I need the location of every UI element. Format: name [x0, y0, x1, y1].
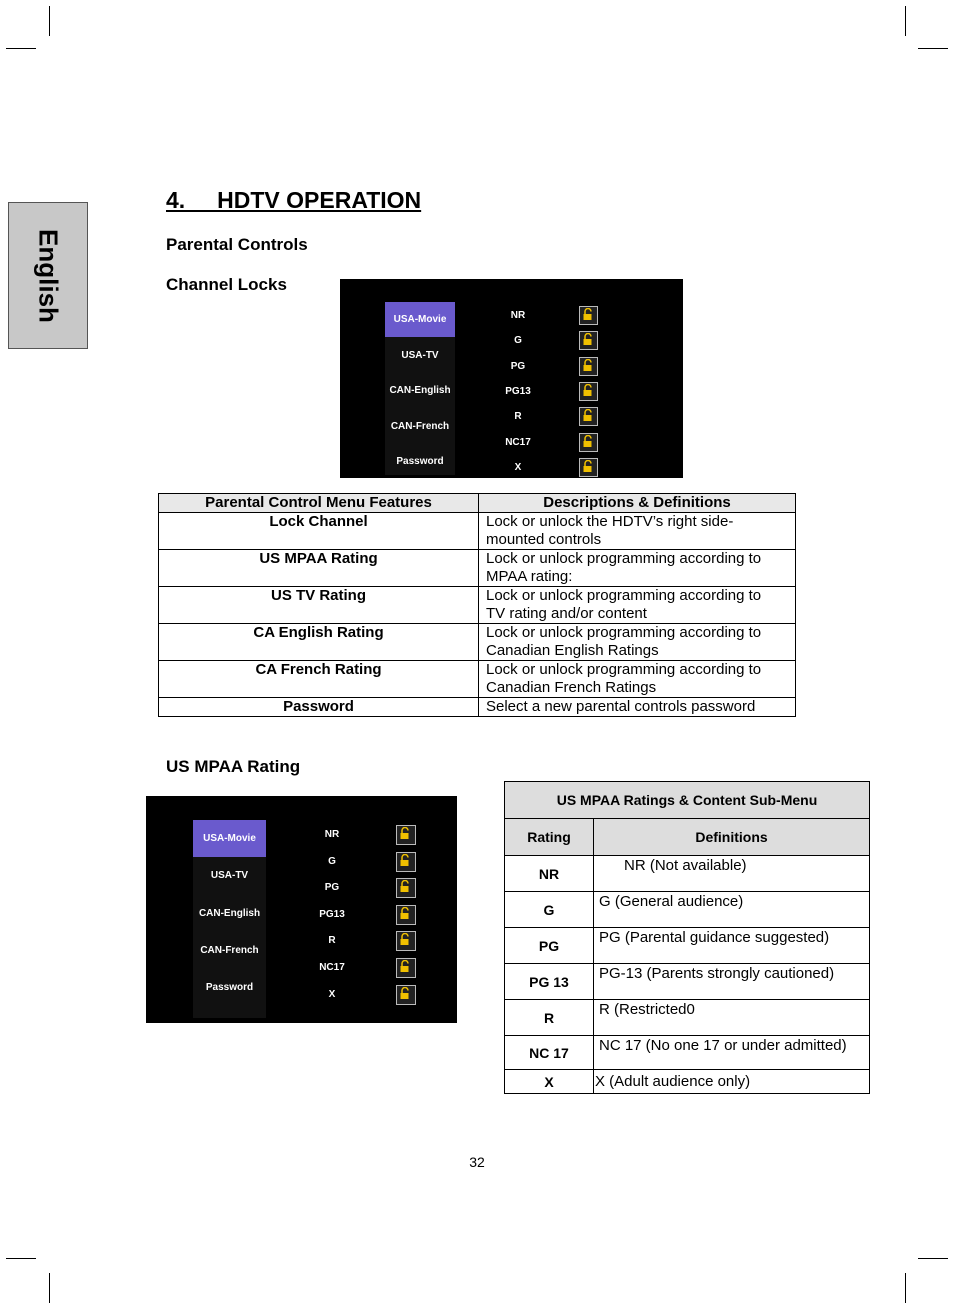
unlock-icon [396, 825, 416, 845]
unlock-icon [396, 905, 416, 925]
crop-mark [905, 1273, 906, 1303]
rating-definition: G (General audience) [594, 892, 870, 928]
crop-mark [6, 1258, 36, 1259]
language-tab-label: English [33, 228, 64, 323]
unlock-icon [579, 306, 598, 325]
unlock-icon [396, 878, 416, 898]
header-descriptions: Descriptions & Definitions [479, 494, 796, 513]
desc-line: Canadian English Ratings [486, 642, 659, 659]
crop-mark [918, 1258, 948, 1259]
desc-line: Lock or unlock programming according to [486, 624, 762, 641]
unlock-icon [396, 985, 416, 1005]
menu-rating-nc17: NC17 [505, 436, 531, 448]
table-row [505, 1070, 870, 1094]
header-features: Parental Control Menu Features [159, 494, 479, 513]
desc-line: MPAA rating: [486, 568, 573, 585]
menu-rating-r: R [328, 935, 336, 947]
menu-item-can-french: CAN-French [200, 944, 259, 956]
menu-item-usa-movie: USA-Movie [193, 820, 266, 857]
feature-description [479, 587, 796, 624]
menu-rating-nr: NR [324, 829, 340, 840]
rating-definition: R (Restricted0 [594, 1000, 870, 1036]
mpaa-menu-screenshot [146, 796, 457, 1023]
header-definitions: Definitions [594, 819, 870, 856]
rating-definition: X (Adult audience only) [594, 1070, 870, 1094]
rating-code: G [505, 892, 594, 928]
rating-definition: PG (Parental guidance suggested) [594, 928, 870, 964]
desc-line: Lock or unlock programming according to [486, 661, 762, 678]
desc-line: Lock or unlock programming according to [486, 587, 762, 604]
desc-line: Lock or unlock the HDTV’s right side- [486, 513, 734, 530]
rating-code: PG [505, 928, 594, 964]
menu-item-can-english: CAN-English [389, 385, 451, 396]
channel-locks-menu-screenshot [340, 279, 683, 478]
feature-description [479, 624, 796, 661]
unlock-icon [579, 331, 598, 350]
menu-rating-pg: PG [510, 360, 526, 372]
language-tab [8, 202, 88, 349]
crop-mark [918, 48, 948, 49]
menu-item-usa-tv: USA-TV [210, 870, 249, 882]
unlock-icon [579, 407, 598, 426]
table-header-row [159, 494, 796, 513]
feature-description [479, 698, 796, 717]
menu-rating-x: X [328, 988, 336, 1000]
desc-line: Canadian French Ratings [486, 679, 657, 696]
feature-name: CA French Rating [159, 661, 479, 698]
menu-item-usa-movie: USA-Movie [385, 302, 455, 337]
menu-item-can-english: CAN-English [198, 907, 261, 919]
menu-rating-x: X [514, 461, 522, 473]
menu-rating-pg13: PG13 [505, 385, 531, 397]
section-heading: 4. HDTV OPERATION [166, 187, 422, 213]
unlock-icon [579, 433, 598, 452]
menu-item-can-french: CAN-French [390, 420, 450, 432]
menu-rating-g: G [514, 335, 522, 347]
feature-description [479, 513, 796, 550]
feature-name: US MPAA Rating [159, 550, 479, 587]
unlock-icon [579, 357, 598, 376]
desc-line: Lock or unlock programming according to [486, 550, 762, 567]
parental-control-features-table [158, 493, 796, 717]
subheading-parental-controls: Parental Controls [166, 235, 308, 254]
rating-code: X [505, 1070, 594, 1094]
unlock-icon [396, 958, 416, 978]
table-row [159, 550, 796, 587]
unlock-icon [396, 931, 416, 951]
subheading-us-mpaa-rating: US MPAA Rating [166, 757, 301, 776]
feature-name: US TV Rating [159, 587, 479, 624]
page-number: 32 [469, 1154, 485, 1170]
unlock-icon [579, 458, 598, 477]
menu-rating-pg: PG [324, 882, 340, 894]
menu-item-usa-tv: USA-TV [401, 349, 439, 361]
crop-mark [6, 48, 36, 49]
menu-rating-r: R [514, 411, 522, 423]
rating-definition: NC 17 (No one 17 or under admitted) [594, 1036, 870, 1070]
menu-rating-nr: NR [510, 310, 526, 321]
desc-line: Select a new parental controls password [486, 698, 756, 715]
crop-mark [49, 6, 50, 36]
table-row [505, 892, 870, 928]
table-row [505, 1000, 870, 1036]
unlock-icon [579, 382, 598, 401]
feature-name: Password [159, 698, 479, 717]
rating-code: NR [505, 856, 594, 892]
menu-item-password: Password [396, 456, 444, 467]
unlock-icon [396, 852, 416, 872]
rating-definition: PG-13 (Parents strongly cautioned) [594, 964, 870, 1000]
rating-code: R [505, 1000, 594, 1036]
feature-description [479, 550, 796, 587]
feature-name: Lock Channel [159, 513, 479, 550]
header-rating: Rating [505, 819, 594, 856]
menu-rating-pg13: PG13 [319, 908, 345, 920]
table-row [505, 964, 870, 1000]
crop-mark [905, 6, 906, 36]
desc-line: TV rating and/or content [486, 605, 647, 622]
table-caption: US MPAA Ratings & Content Sub-Menu [505, 782, 870, 819]
table-row [159, 661, 796, 698]
table-row [159, 513, 796, 550]
crop-mark [49, 1273, 50, 1303]
feature-description [479, 661, 796, 698]
rating-code: NC 17 [505, 1036, 594, 1070]
table-row [159, 587, 796, 624]
table-row [159, 698, 796, 717]
menu-item-password: Password [205, 982, 254, 994]
table-row [505, 856, 870, 892]
mpaa-ratings-table [504, 781, 870, 1094]
feature-name: CA English Rating [159, 624, 479, 661]
menu-rating-g: G [328, 855, 336, 867]
rating-definition: NR (Not available) [594, 856, 870, 892]
table-row [505, 1036, 870, 1070]
subheading-channel-locks: Channel Locks [166, 275, 287, 294]
table-row [159, 624, 796, 661]
rating-code: PG 13 [505, 964, 594, 1000]
menu-rating-nc17: NC17 [319, 962, 345, 973]
table-row [505, 928, 870, 964]
desc-line: mounted controls [486, 531, 602, 548]
